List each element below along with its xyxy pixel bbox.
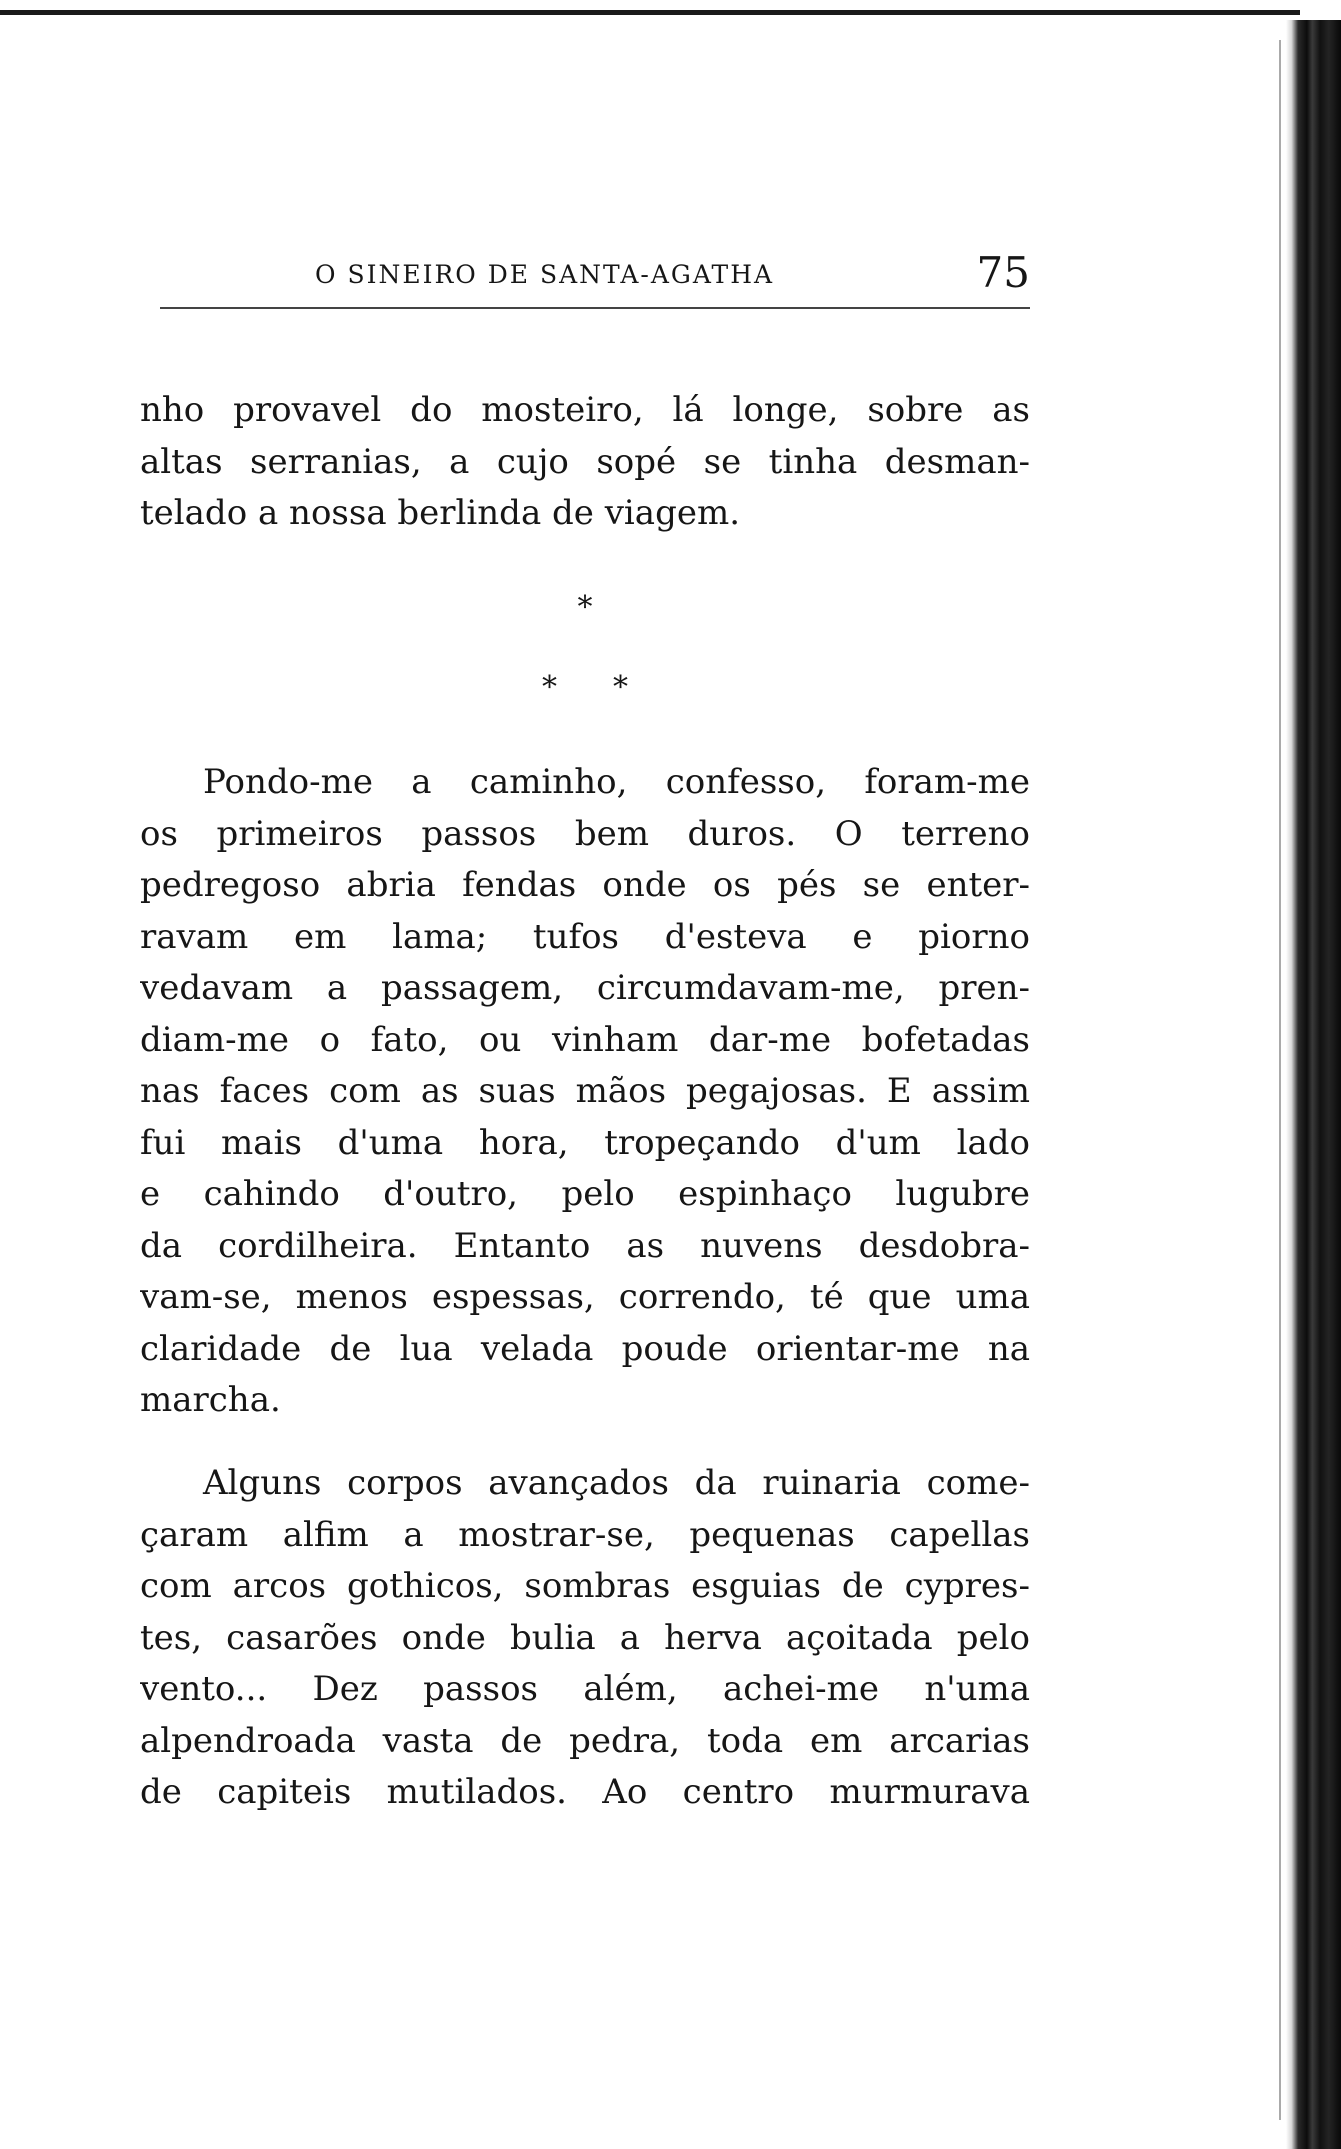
text-line: ravam em lama; tufos d'esteva e piorno [140, 916, 1030, 957]
page-number: 75 [976, 248, 1030, 297]
text-line: pedregoso abria fendas onde os pés se enter- [140, 865, 1030, 905]
paragraph-3 [140, 1458, 1030, 1819]
text-line: e cahindo d'outro, pelo espinhaço lugubre [140, 1174, 1030, 1214]
text-line: diam-me o fato, ou vinham dar-me bofetadas [140, 1019, 1030, 1060]
text-line: fui mais d'uma hora, tropeçando d'um lado [140, 1122, 1030, 1163]
text-line: vedavam a passagem, circumdavam-me, pren- [140, 968, 1030, 1008]
text-line: nho provavel do mosteiro, lá longe, sobre as [140, 390, 1030, 430]
text-line: çaram alfim a mostrar-se, pequenas capellas [140, 1514, 1030, 1555]
paragraph-1 [140, 385, 1030, 540]
text-line: com arcos gothicos, sombras esguias de cypres- [140, 1566, 1030, 1606]
text-line: vento... Dez passos além, achei-me n'uma [140, 1669, 1030, 1709]
text-line: nas faces com as suas mãos pegajosas. E assim [140, 1071, 1030, 1111]
running-header [140, 248, 1030, 298]
asterisk: * [613, 670, 628, 705]
text-line: Pondo-me a caminho, confesso, foram-me [203, 762, 1030, 802]
text-line: claridade de lua velada poude orientar-me na [140, 1328, 1030, 1369]
asterisk: * [577, 590, 593, 625]
text-line: marcha. [140, 1380, 281, 1420]
top-border-rule [0, 10, 1300, 15]
text-line: altas serranias, a cujo sopé se tinha desman- [140, 441, 1030, 482]
asterisk: * [542, 670, 557, 705]
paragraph-2 [140, 757, 1030, 1427]
section-separator-top [140, 590, 1030, 625]
header-rule [160, 307, 1030, 309]
running-title: O SINEIRO DE SANTA-AGATHA [315, 260, 775, 289]
text-line: vam-se, menos espessas, correndo, té que uma [140, 1277, 1030, 1317]
text-line: os primeiros passos bem duros. O terreno [140, 813, 1030, 854]
text-line: da cordilheira. Entanto as nuvens desdobra- [140, 1225, 1030, 1266]
text-line: de capiteis mutilados. Ao centro murmurava [140, 1772, 1030, 1812]
section-separator-bottom [140, 670, 1030, 705]
text-line: telado a nossa berlinda de viagem. [140, 493, 740, 533]
book-spine-shadow [1286, 20, 1341, 2149]
text-line: alpendroada vasta de pedra, toda em arcarias [140, 1720, 1030, 1761]
text-line: tes, casarões onde bulia a herva açoitada pelo [140, 1617, 1030, 1658]
text-line: Alguns corpos avançados da ruinaria come- [203, 1463, 1030, 1503]
gutter-line [1279, 40, 1281, 2120]
